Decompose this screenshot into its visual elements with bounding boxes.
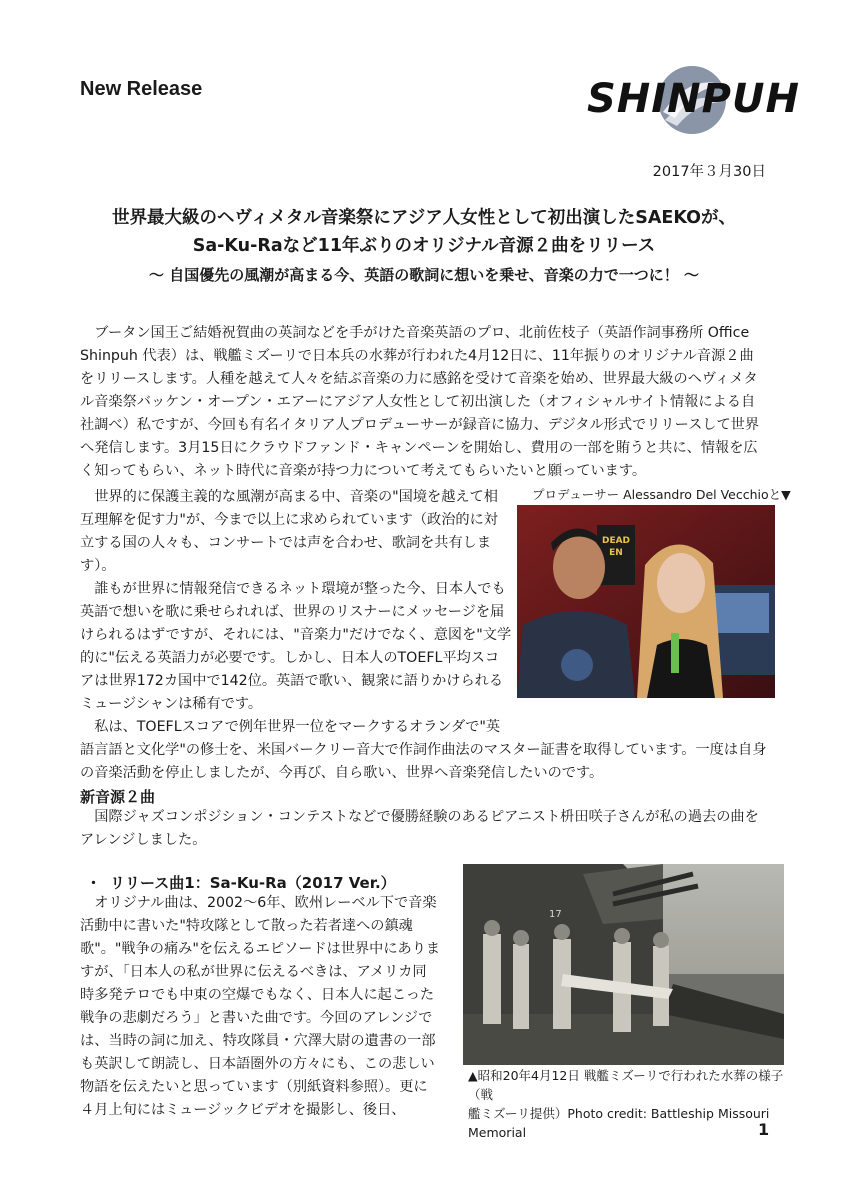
release-date: 2017年３月30日 [652, 164, 766, 180]
release-bullet: ・ [86, 874, 102, 892]
photo2-caption-line: 艦ミズーリ提供）Photo credit: Battleship Missouri Memorial [468, 1106, 770, 1140]
body-line: アは世界172カ国中で142位。英語で歌い、観衆に語りかけられる [80, 673, 504, 689]
body-line: ミュージシャンは稀有です。 [80, 696, 263, 712]
intro-line: ル音楽祭バッケン・オープン・エアーにアジア人女性として初出演した（オフィシャルサイト情報による自 [80, 394, 756, 410]
release-line: ４月上旬にはミュージックビデオを撮影し、後日、 [80, 1102, 406, 1118]
release-line: は、当時の詞に加え、特攻隊員・穴澤大尉の遺書の一部 [80, 1033, 436, 1049]
body-line: けられるはずですが、それには、"音楽力"だけでなく、意図を"文学 [80, 627, 512, 643]
hull-number: 17 [549, 909, 562, 920]
new-tracks-paragraph [80, 806, 780, 852]
release-line: 歌"。"戦争の痛み"を伝えるエピソードは世界中にありま [80, 941, 441, 957]
intro-line: へ発信します。3月15日にクラウドファンド・キャンペーンを開始し、費用の一部を賄うと共に、情報を広 [80, 440, 758, 456]
shinpuh-logo [585, 62, 800, 140]
release-line: オリジナル曲は、2002〜6年、欧州レーベル下で音楽 [94, 895, 437, 911]
battleship-photo [463, 864, 784, 1065]
body-line: の音楽活動を停止しましたが、今再び、自ら歌い、世界へ音楽発信したいのです。 [80, 765, 604, 781]
intro-line: 社調べ）私ですが、今回も有名イタリア人プロデューサーが録音に協力、デジタル形式でリリースして世界 [80, 417, 760, 433]
body-paragraph-2 [80, 486, 780, 785]
logo-text: SHINPUH [587, 76, 800, 122]
headline-line-1: 世界最大級のヘヴィメタル音楽祭にアジア人女性として初出演したSAEKOが、 [111, 208, 736, 228]
new-release-label: New Release [80, 78, 203, 100]
release-line: 時多発テロでも中東の空爆でもなく、日本人に起こった [80, 987, 435, 1003]
release-line: 活動中に書いた"特攻隊として散った若者達への鎮魂 [80, 918, 413, 934]
release-line: すが、「日本人の私が世界に伝えるべきは、アメリカ同 [80, 964, 427, 980]
headline-subtitle: 〜 自国優先の風潮が高まる今、英語の歌詞に想いを乗せ、音楽の力で一つに！ 〜 [149, 266, 699, 284]
battleship-photo-image [463, 864, 784, 1065]
photo1-caption: プロデューサー Alessandro Del Vecchioと▼ [532, 487, 791, 502]
intro-line: く知ってもらい、ネット時代に音楽が持つ力について考えてもらいたいと願っています。 [80, 463, 647, 479]
release-line: 物語を伝えたいと思っています（別紙資料参照）。更に [80, 1079, 428, 1095]
intro-paragraph [80, 322, 780, 483]
release-1-paragraph [80, 892, 460, 1122]
body-line: 立する国の人々も、コンサートでは声を合わせ、歌詞を共有しま [80, 535, 492, 551]
new-tracks-line: 国際ジャズコンポジション・コンテストなどで優勝経験のあるピアニスト枡田咲子さんが私の過去の曲を [94, 809, 759, 825]
body-line: 互理解を促す力"が、今まで以上に求められています（政治的に対 [80, 512, 498, 528]
new-tracks-line: アレンジしました。 [80, 832, 207, 848]
body-line: 英語で想いを歌に乗せられれば、世界のリスナーにメッセージを届 [80, 604, 505, 620]
photo2-caption [468, 1066, 788, 1142]
body-line: 世界的に保護主義的な風潮が高まる中、音楽の"国境を越えて相 [94, 489, 498, 505]
new-tracks-heading: 新音源２曲 [80, 788, 156, 806]
page-number: 1 [758, 1120, 770, 1139]
body-line: 的に"伝える英語力が必要です。しかし、日本人のTOEFL平均スコ [80, 650, 500, 666]
poster-text: DEAD EN [601, 536, 631, 558]
body-line: 誰もが世界に情報発信できるネット環境が整った今、日本人でも [94, 581, 506, 597]
body-line: 私は、TOEFLスコアで例年世界一位をマークするオランダで"英 [94, 719, 501, 735]
body-line: 語言語と文化学"の修士を、米国バークリー音大で作詞作曲法のマスター証書を取得しています。一度は自身 [80, 742, 767, 758]
release-line: も英訳して朗読し、日本語圏外の方々にも、この悲しい [80, 1056, 435, 1072]
intro-line: ブータン国王ご結婚祝賀曲の英詞などを手がけた音楽英語のプロ、北前佐枝子（英語作詞事務所 Office [94, 325, 750, 341]
photo2-caption-line: ▲昭和20年4月12日 戦艦ミズーリで行われた水葬の様子（戦 [468, 1068, 784, 1102]
body-line: す）。 [80, 558, 116, 574]
release-1-title: リリース曲1：Sa-Ku-Ra（2017 Ver.） [110, 874, 396, 892]
intro-line: をリリースします。人種を越えて人々を結ぶ音楽の力に感銘を受けて音楽を始め、世界最大級のヘヴィメタ [80, 371, 758, 387]
intro-line: Shinpuh 代表）は、戦艦ミズーリで日本兵の水葬が行われた4月12日に、11年振りのオリジナル音源２曲 [80, 348, 754, 364]
release-line: 戦争の悲劇だろう」と書いた曲です。今回のアレンジで [80, 1010, 433, 1026]
headline-line-2: Sa-Ku-Raなど11年ぶりのオリジナル音源２曲をリリース [192, 236, 656, 256]
